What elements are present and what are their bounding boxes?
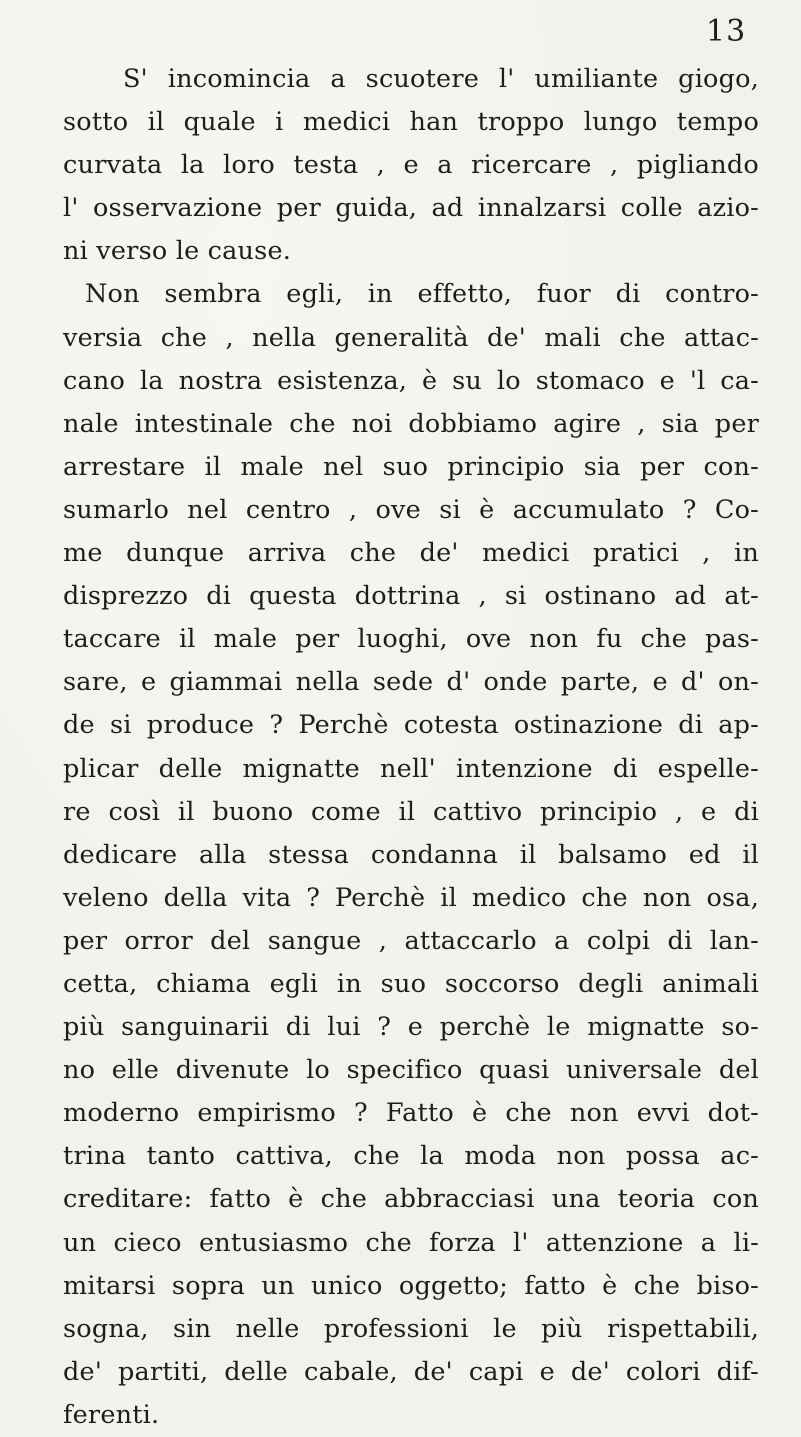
page-number: 13 xyxy=(706,14,747,49)
text-line: sotto il quale i medici han troppo lungo tempo xyxy=(63,107,759,138)
text-line: veleno della vita ? Perchè il medico che non osa, xyxy=(63,882,759,913)
text-line: sumarlo nel centro , ove si è accumulato ? Co- xyxy=(63,494,759,525)
text-line: moderno empirismo ? Fatto è che non evvi dot- xyxy=(63,1098,759,1129)
text-line: Non sembra egli, in effetto, fuor di contro- xyxy=(85,279,759,310)
text-line: de' partiti, delle cabale, de' capi e de' colori dif- xyxy=(63,1356,759,1387)
text-line: plicar delle mignatte nell' intenzione di espelle- xyxy=(63,753,759,784)
text-line: trina tanto cattiva, che la moda non possa ac- xyxy=(63,1141,759,1172)
text-line: nale intestinale che noi dobbiamo agire , sia per xyxy=(63,408,759,439)
text-line: creditare: fatto è che abbracciasi una teoria con xyxy=(63,1184,759,1215)
text-line: l' osservazione per guida, ad innalzarsi colle azio- xyxy=(63,193,759,224)
text-line: più sanguinarii di lui ? e perchè le mignatte so- xyxy=(63,1012,759,1043)
text-line: sare, e giammai nella sede d' onde parte, e d' on- xyxy=(63,667,759,698)
text-line: no elle divenute lo specifico quasi universale del xyxy=(63,1055,759,1086)
text-line: de si produce ? Perchè cotesta ostinazione di ap- xyxy=(63,710,759,741)
text-line: re così il buono come il cattivo principio , e di xyxy=(63,796,759,827)
text-line: disprezzo di questa dottrina , si ostinano ad at- xyxy=(63,581,759,612)
text-line: taccare il male per luoghi, ove non fu che pas- xyxy=(63,624,759,655)
text-line: arrestare il male nel suo principio sia per con- xyxy=(63,451,759,482)
text-line: cano la nostra esistenza, è su lo stomaco e 'l ca- xyxy=(63,365,759,396)
text-line: ni verso le cause. xyxy=(63,236,292,267)
text-line: un cieco entusiasmo che forza l' attenzione a li- xyxy=(63,1227,759,1258)
text-line: sogna, sin nelle professioni le più rispettabili, xyxy=(63,1313,759,1344)
text-line: versia che , nella generalità de' mali che attac- xyxy=(63,322,759,353)
text-line: curvata la loro testa , e a ricercare , pigliando xyxy=(63,150,759,181)
text-line: ferenti. xyxy=(63,1399,160,1430)
text-line: mitarsi sopra un unico oggetto; fatto è che biso- xyxy=(63,1270,759,1301)
text-line: me dunque arriva che de' medici pratici , in xyxy=(63,538,759,569)
text-line: per orror del sangue , attaccarlo a colpi di lan- xyxy=(63,925,759,956)
text-line: dedicare alla stessa condanna il balsamo ed il xyxy=(63,839,759,870)
body-text xyxy=(63,58,759,1437)
text-line: cetta, chiama egli in suo soccorso degli animali xyxy=(63,968,759,999)
text-line: S' incomincia a scuotere l' umiliante giogo, xyxy=(123,64,759,94)
